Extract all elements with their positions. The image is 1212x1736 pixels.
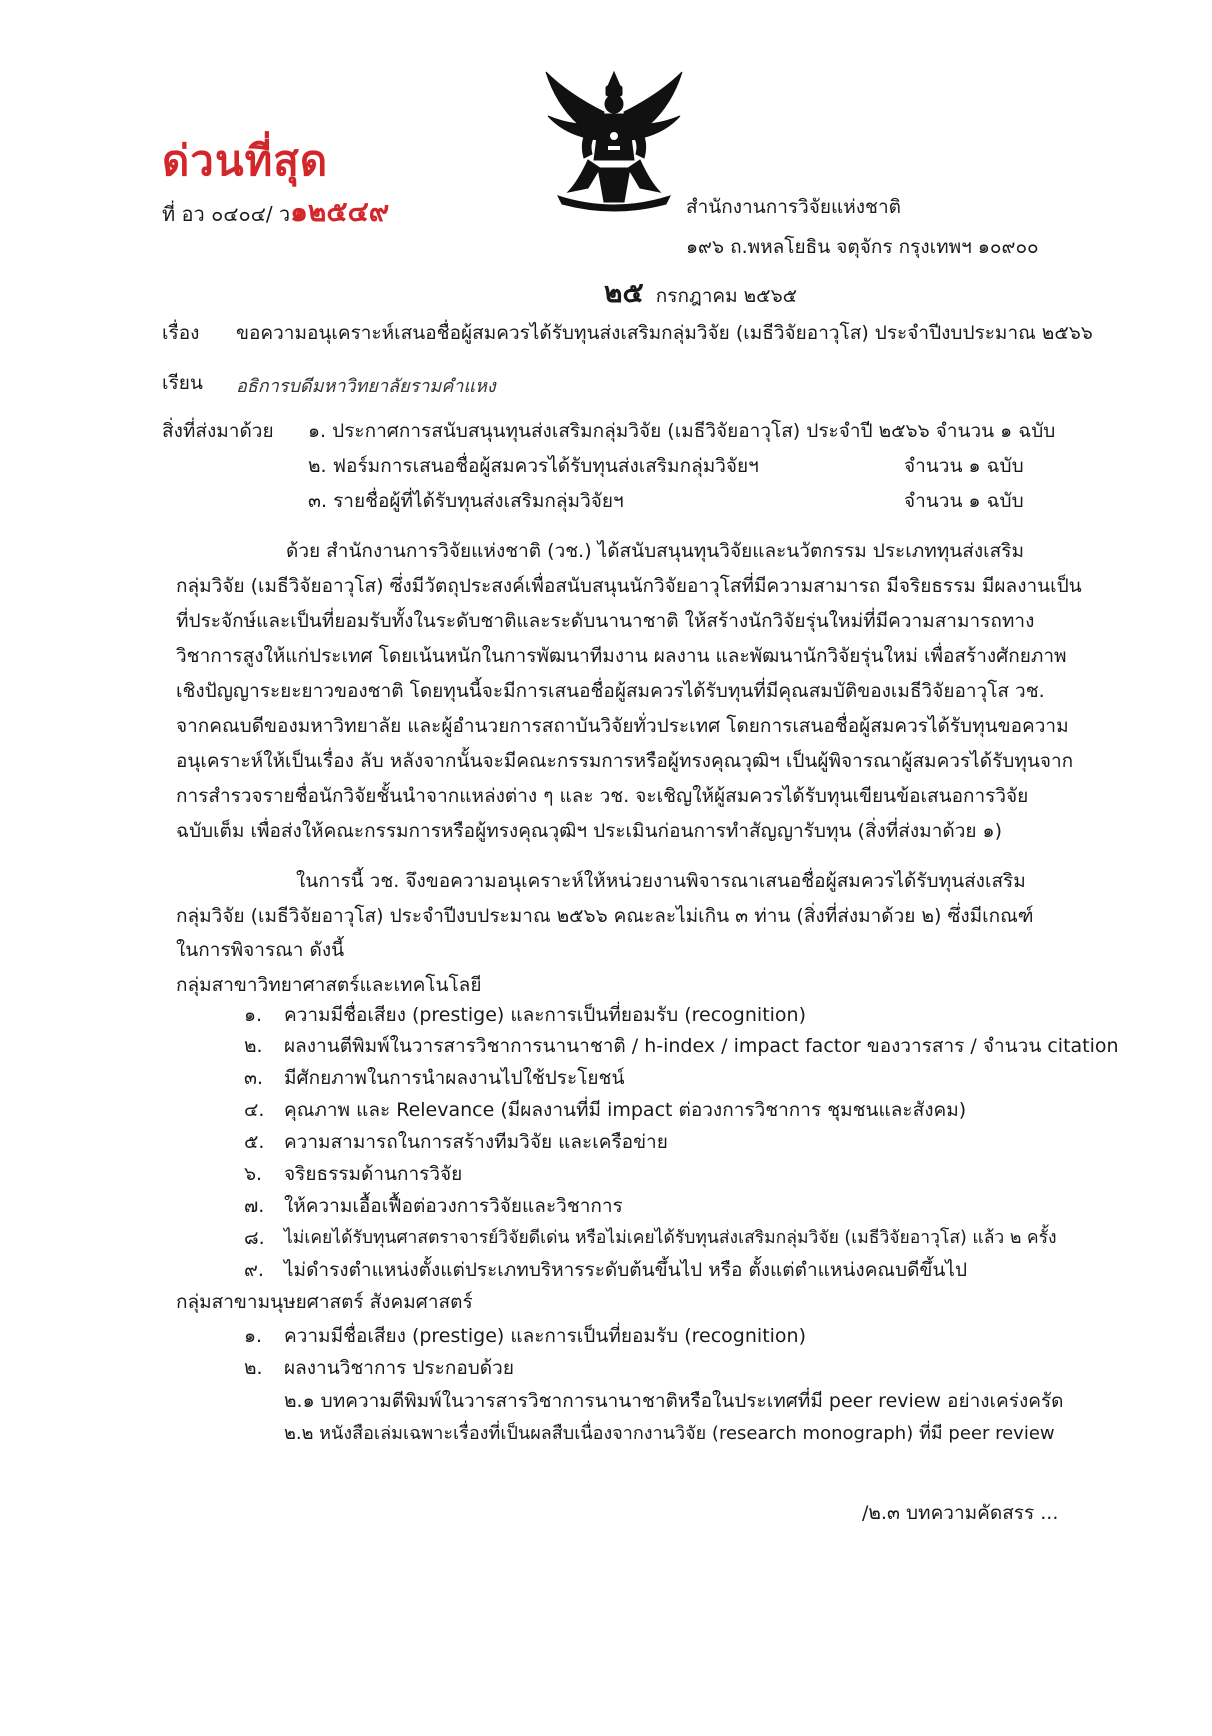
sci-item-8-num: ๘. [244, 1227, 265, 1249]
urgent-label: ด่วนที่สุด [162, 136, 329, 185]
subject-text: ขอความอนุเคราะห์เสนอชื่อผู้สมควรได้รับทุนส่งเสริมกลุ่มวิจัย (เมธีวิจัยอาวุโส) ประจำปีงบประมาณ ๒๕๖๖ [236, 322, 1093, 344]
group-sci-title: กลุ่มสาขาวิทยาศาสตร์และเทคโนโลยี [176, 974, 482, 996]
para1-line-3: ที่ประจักษ์และเป็นที่ยอมรับทั้งในระดับชาติและระดับนานาชาติ ให้สร้างนักวิจัยรุ่นใหม่ที่มีความสามารถทาง [176, 610, 1035, 632]
to-label: เรียน [162, 372, 203, 394]
para2-line-1: ในการนี้ วช. จึงขอความอนุเคราะห์ให้หน่วยงานพิจารณาเสนอชื่อผู้สมควรได้รับทุนส่งเสริม [296, 870, 1026, 892]
garuda-emblem-icon [538, 64, 690, 214]
sci-item-7-num: ๗. [244, 1195, 265, 1217]
sci-item-4: คุณภาพ และ Relevance (มีผลงานที่มี impact ต่อวงการวิชาการ ชุมชนและสังคม) [284, 1099, 967, 1121]
para1-line-1: ด้วย สำนักงานการวิจัยแห่งชาติ (วช.) ได้สนับสนุนทุนวิจัยและนวัตกรรม ประเภททุนส่งเสริม [286, 540, 1024, 562]
para1-line-4: วิชาการสูงให้แก่ประเทศ โดยเน้นหนักในการพัฒนาทีมงาน ผลงาน และพัฒนานักวิจัยรุ่นใหม่ เพื่อสร้างศักยภาพ [176, 645, 1067, 667]
sci-item-2-num: ๒. [244, 1035, 263, 1057]
subject-label: เรื่อง [162, 322, 200, 344]
para1-line-9: ฉบับเต็ม เพื่อส่งให้คณะกรรมการหรือผู้ทรงคุณวุฒิฯ ประเมินก่อนการทำสัญญารับทุน (สิ่งที่ส่งมาด้วย ๑) [176, 820, 1003, 842]
continued-note: /๒.๓ บทความคัดสรร ... [862, 1502, 1059, 1524]
sci-item-9-num: ๙. [244, 1259, 264, 1281]
to-text: อธิการบดีมหาวิทยาลัยรามคำแหง [236, 376, 496, 397]
enclosure-item-2: ๒. ฟอร์มการเสนอชื่อผู้สมควรได้รับทุนส่งเสริมกลุ่มวิจัยฯ [308, 455, 759, 477]
sci-item-3: มีศักยภาพในการนำผลงานไปใช้ประโยชน์ [284, 1067, 625, 1089]
hum-subitem-2: ๒.๒ หนังสือเล่มเฉพาะเรื่องที่เป็นผลสืบเนื่องจากงานวิจัย (research monograph) ที่มี peer review [284, 1423, 1055, 1444]
sci-item-6: จริยธรรมด้านการวิจัย [284, 1163, 463, 1185]
enclosures-label: สิ่งที่ส่งมาด้วย [162, 420, 274, 442]
document-number-prefix: ที่ อว ๐๔๐๔/ ว [162, 202, 291, 226]
sci-item-9: ไม่ดำรงตำแหน่งตั้งแต่ประเภทบริหารระดับต้นขึ้นไป หรือ ตั้งแต่ตำแหน่งคณบดีขึ้นไป [284, 1259, 968, 1281]
hum-subitem-1: ๒.๑ บทความตีพิมพ์ในวารสารวิชาการนานาชาติหรือในประเทศที่มี peer review อย่างเคร่งครัด [284, 1390, 1064, 1412]
document-number-handwritten: ๑๒๕๔๙ [290, 195, 390, 228]
para2-line-3: ในการพิจารณา ดังนี้ [176, 939, 345, 961]
date-month-year: กรกฎาคม ๒๕๖๕ [655, 285, 798, 307]
hum-item-2: ผลงานวิชาการ ประกอบด้วย [284, 1357, 514, 1379]
para2-line-2: กลุ่มวิจัย (เมธีวิจัยอาวุโส) ประจำปีงบประมาณ ๒๕๖๖ คณะละไม่เกิน ๓ ท่าน (สิ่งที่ส่งมาด้วย ๒) ซึ่งมีเกณฑ์ [176, 905, 1034, 927]
para1-line-8: การสำรวจรายชื่อนักวิจัยชั้นนำจากแหล่งต่าง ๆ และ วช. จะเชิญให้ผู้สมควรได้รับทุนเขียนข้อเสนอการวิจัย [176, 785, 1029, 807]
group-hum-title: กลุ่มสาขามนุษยศาสตร์ สังคมศาสตร์ [176, 1291, 473, 1313]
date-day-handwritten: ๒๕ [604, 276, 644, 309]
sci-item-7: ให้ความเอื้อเฟื้อต่อวงการวิจัยและวิชาการ [284, 1195, 623, 1217]
enclosure-item-3-qty: จำนวน ๑ ฉบับ [904, 490, 1024, 512]
enclosure-item-3: ๓. รายชื่อผู้ที่ได้รับทุนส่งเสริมกลุ่มวิจัยฯ [308, 490, 624, 512]
para1-line-7: อนุเคราะห์ให้เป็นเรื่อง ลับ หลังจากนั้นจะมีคณะกรรมการหรือผู้ทรงคุณวุฒิฯ เป็นผู้พิจารณาผู้สมควรได้รับทุนจาก [176, 750, 1074, 772]
sci-item-8: ไม่เคยได้รับทุนศาสตราจารย์วิจัยดีเด่น หรือไม่เคยได้รับทุนส่งเสริมกลุ่มวิจัย (เมธีวิจัยอาวุโส) แล้ว ๒ ครั้ง [284, 1228, 1057, 1248]
agency-address: ๑๙๖ ถ.พหลโยธิน จตุจักร กรุงเทพฯ ๑๐๙๐๐ [686, 236, 1039, 258]
para1-line-5: เชิงปัญญาระยะยาวของชาติ โดยทุนนี้จะมีการเสนอชื่อผู้สมควรได้รับทุนที่มีคุณสมบัติของเมธีวิจัยอาวุโส วช. [176, 680, 1045, 702]
hum-item-1: ความมีชื่อเสียง (prestige) และการเป็นที่ยอมรับ (recognition) [284, 1325, 806, 1347]
sci-item-4-num: ๔. [244, 1099, 265, 1121]
para1-line-2: กลุ่มวิจัย (เมธีวิจัยอาวุโส) ซึ่งมีวัตถุประสงค์เพื่อสนับสนุนนักวิจัยอาวุโสที่มีความสามารถ มีจริยธรรม มีผลงานเป็น [176, 575, 1082, 597]
para1-line-6: จากคณบดีของมหาวิทยาลัย และผู้อำนวยการสถาบันวิจัยทั่วประเทศ โดยการเสนอชื่อผู้สมควรได้รับทุนขอความ [176, 715, 1069, 737]
document-number [162, 190, 389, 234]
sci-item-2: ผลงานตีพิมพ์ในวารสารวิชาการนานาชาติ / h-index / impact factor ของวารสาร / จำนวน citation [284, 1035, 1119, 1057]
hum-item-2-num: ๒. [244, 1357, 263, 1379]
hum-item-1-num: ๑. [244, 1325, 263, 1347]
enclosure-item-2-qty: จำนวน ๑ ฉบับ [904, 455, 1024, 477]
sci-item-1-num: ๑. [244, 1004, 263, 1026]
enclosure-item-1: ๑. ประกาศการสนับสนุนทุนส่งเสริมกลุ่มวิจัย (เมธีวิจัยอาวุโส) ประจำปี ๒๕๖๖ จำนวน ๑ ฉบับ [308, 420, 1056, 442]
sci-item-1: ความมีชื่อเสียง (prestige) และการเป็นที่ยอมรับ (recognition) [284, 1004, 806, 1026]
sci-item-6-num: ๖. [244, 1163, 263, 1185]
sci-item-5: ความสามารถในการสร้างทีมวิจัย และเครือข่าย [284, 1131, 668, 1153]
sci-item-5-num: ๕. [244, 1131, 265, 1153]
sci-item-3-num: ๓. [244, 1067, 264, 1089]
agency-name: สำนักงานการวิจัยแห่งชาติ [686, 196, 901, 218]
document-date [604, 271, 797, 315]
